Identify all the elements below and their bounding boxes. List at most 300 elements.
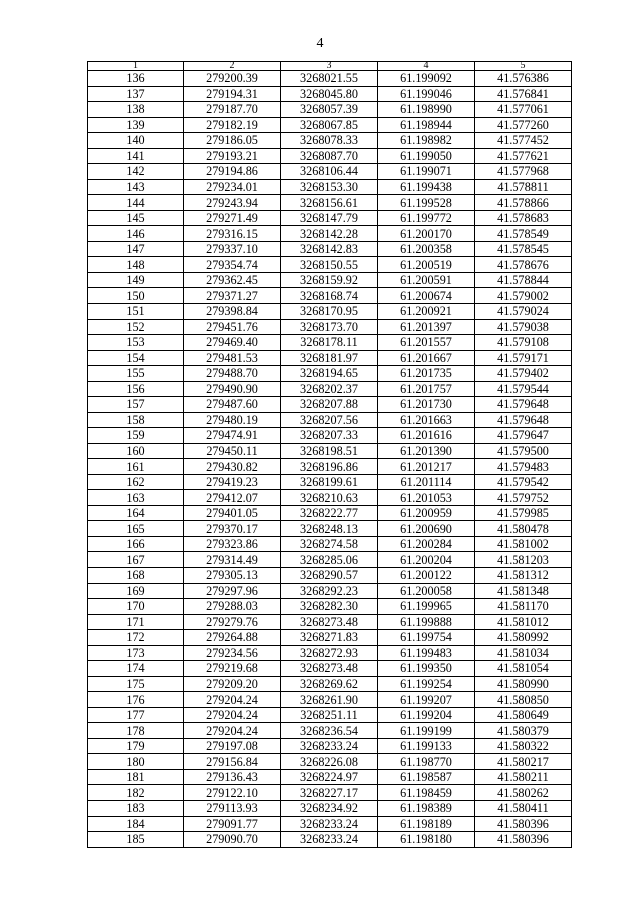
table-row	[88, 832, 572, 848]
latitude-cell: 41.579171	[475, 350, 572, 366]
table-row	[88, 676, 572, 692]
table-row	[88, 71, 572, 87]
x-coordinate-cell: 279430.82	[184, 459, 281, 475]
point-number-cell: 175	[88, 676, 184, 692]
point-number-cell: 185	[88, 832, 184, 848]
x-coordinate-cell: 279234.01	[184, 179, 281, 195]
longitude-cell: 61.199071	[378, 164, 475, 180]
longitude-cell: 61.201217	[378, 459, 475, 475]
point-number-cell: 137	[88, 86, 184, 102]
column-header-4: 4	[378, 62, 475, 71]
longitude-cell: 61.198587	[378, 769, 475, 785]
longitude-cell: 61.198189	[378, 816, 475, 832]
point-number-cell: 181	[88, 769, 184, 785]
longitude-cell: 61.199438	[378, 179, 475, 195]
point-number-cell: 136	[88, 71, 184, 87]
longitude-cell: 61.201053	[378, 490, 475, 506]
x-coordinate-cell: 279182.19	[184, 117, 281, 133]
point-number-cell: 160	[88, 443, 184, 459]
point-number-cell: 154	[88, 350, 184, 366]
y-coordinate-cell: 3268198.51	[281, 443, 378, 459]
latitude-cell: 41.577968	[475, 164, 572, 180]
longitude-cell: 61.199772	[378, 210, 475, 226]
point-number-cell: 159	[88, 428, 184, 444]
point-number-cell: 139	[88, 117, 184, 133]
point-number-cell: 153	[88, 335, 184, 351]
y-coordinate-cell: 3268156.61	[281, 195, 378, 211]
longitude-cell: 61.198459	[378, 785, 475, 801]
latitude-cell: 41.580396	[475, 816, 572, 832]
y-coordinate-cell: 3268194.65	[281, 366, 378, 382]
y-coordinate-cell: 3268273.48	[281, 614, 378, 630]
latitude-cell: 41.580262	[475, 785, 572, 801]
y-coordinate-cell: 3268021.55	[281, 71, 378, 87]
x-coordinate-cell: 279271.49	[184, 210, 281, 226]
x-coordinate-cell: 279204.24	[184, 692, 281, 708]
latitude-cell: 41.579985	[475, 505, 572, 521]
x-coordinate-cell: 279401.05	[184, 505, 281, 521]
table-row	[88, 599, 572, 615]
y-coordinate-cell: 3268067.85	[281, 117, 378, 133]
y-coordinate-cell: 3268045.80	[281, 86, 378, 102]
x-coordinate-cell: 279219.68	[184, 661, 281, 677]
longitude-cell: 61.201390	[378, 443, 475, 459]
table-row	[88, 148, 572, 164]
point-number-cell: 182	[88, 785, 184, 801]
y-coordinate-cell: 3268168.74	[281, 288, 378, 304]
y-coordinate-cell: 3268261.90	[281, 692, 378, 708]
longitude-cell: 61.200358	[378, 241, 475, 257]
column-header-1: 1	[88, 62, 184, 71]
latitude-cell: 41.578866	[475, 195, 572, 211]
y-coordinate-cell: 3268199.61	[281, 474, 378, 490]
longitude-cell: 61.199528	[378, 195, 475, 211]
y-coordinate-cell: 3268233.24	[281, 832, 378, 848]
latitude-cell: 41.581348	[475, 583, 572, 599]
longitude-cell: 61.199350	[378, 661, 475, 677]
longitude-cell: 61.200204	[378, 552, 475, 568]
x-coordinate-cell: 279243.94	[184, 195, 281, 211]
longitude-cell: 61.198770	[378, 754, 475, 770]
point-number-cell: 172	[88, 630, 184, 646]
longitude-cell: 61.200674	[378, 288, 475, 304]
x-coordinate-cell: 279090.70	[184, 832, 281, 848]
longitude-cell: 61.201616	[378, 428, 475, 444]
x-coordinate-cell: 279490.90	[184, 381, 281, 397]
y-coordinate-cell: 3268153.30	[281, 179, 378, 195]
point-number-cell: 142	[88, 164, 184, 180]
longitude-cell: 61.199254	[378, 676, 475, 692]
table-row	[88, 366, 572, 382]
y-coordinate-cell: 3268233.24	[281, 738, 378, 754]
y-coordinate-cell: 3268142.28	[281, 226, 378, 242]
x-coordinate-cell: 279200.39	[184, 71, 281, 87]
x-coordinate-cell: 279487.60	[184, 397, 281, 413]
table-row	[88, 474, 572, 490]
y-coordinate-cell: 3268207.56	[281, 412, 378, 428]
y-coordinate-cell: 3268248.13	[281, 521, 378, 537]
longitude-cell: 61.201667	[378, 350, 475, 366]
latitude-cell: 41.580396	[475, 832, 572, 848]
y-coordinate-cell: 3268181.97	[281, 350, 378, 366]
longitude-cell: 61.198389	[378, 800, 475, 816]
x-coordinate-cell: 279234.56	[184, 645, 281, 661]
x-coordinate-cell: 279186.05	[184, 133, 281, 149]
latitude-cell: 41.579024	[475, 303, 572, 319]
latitude-cell: 41.579402	[475, 366, 572, 382]
table-row	[88, 692, 572, 708]
latitude-cell: 41.581012	[475, 614, 572, 630]
table-row	[88, 381, 572, 397]
point-number-cell: 157	[88, 397, 184, 413]
table-row	[88, 86, 572, 102]
latitude-cell: 41.581170	[475, 599, 572, 615]
y-coordinate-cell: 3268234.92	[281, 800, 378, 816]
longitude-cell: 61.199133	[378, 738, 475, 754]
latitude-cell: 41.581054	[475, 661, 572, 677]
y-coordinate-cell: 3268285.06	[281, 552, 378, 568]
x-coordinate-cell: 279193.21	[184, 148, 281, 164]
x-coordinate-cell: 279419.23	[184, 474, 281, 490]
point-number-cell: 162	[88, 474, 184, 490]
y-coordinate-cell: 3268159.92	[281, 272, 378, 288]
longitude-cell: 61.199754	[378, 630, 475, 646]
longitude-cell: 61.200284	[378, 536, 475, 552]
point-number-cell: 171	[88, 614, 184, 630]
table-row	[88, 179, 572, 195]
page-number: 4	[316, 36, 324, 51]
latitude-cell: 41.580850	[475, 692, 572, 708]
y-coordinate-cell: 3268227.17	[281, 785, 378, 801]
y-coordinate-cell: 3268292.23	[281, 583, 378, 599]
table-row	[88, 428, 572, 444]
longitude-cell: 61.198990	[378, 102, 475, 118]
longitude-cell: 61.201735	[378, 366, 475, 382]
x-coordinate-cell: 279264.88	[184, 630, 281, 646]
longitude-cell: 61.198982	[378, 133, 475, 149]
longitude-cell: 61.199046	[378, 86, 475, 102]
table-row	[88, 272, 572, 288]
point-number-cell: 140	[88, 133, 184, 149]
x-coordinate-cell: 279288.03	[184, 599, 281, 615]
table-row	[88, 630, 572, 646]
latitude-cell: 41.580649	[475, 707, 572, 723]
table-row	[88, 800, 572, 816]
x-coordinate-cell: 279474.91	[184, 428, 281, 444]
point-number-cell: 176	[88, 692, 184, 708]
point-number-cell: 183	[88, 800, 184, 816]
longitude-cell: 61.198180	[378, 832, 475, 848]
point-number-cell: 169	[88, 583, 184, 599]
point-number-cell: 166	[88, 536, 184, 552]
y-coordinate-cell: 3268207.88	[281, 397, 378, 413]
point-number-cell: 178	[88, 723, 184, 739]
x-coordinate-cell: 279314.49	[184, 552, 281, 568]
longitude-cell: 61.201663	[378, 412, 475, 428]
longitude-cell: 61.199199	[378, 723, 475, 739]
x-coordinate-cell: 279316.15	[184, 226, 281, 242]
table-row	[88, 583, 572, 599]
longitude-cell: 61.200058	[378, 583, 475, 599]
longitude-cell: 61.200690	[378, 521, 475, 537]
point-number-cell: 141	[88, 148, 184, 164]
latitude-cell: 41.579544	[475, 381, 572, 397]
column-header-5: 5	[475, 62, 572, 71]
point-number-cell: 173	[88, 645, 184, 661]
latitude-cell: 41.579483	[475, 459, 572, 475]
x-coordinate-cell: 279370.17	[184, 521, 281, 537]
y-coordinate-cell: 3268282.30	[281, 599, 378, 615]
point-number-cell: 164	[88, 505, 184, 521]
latitude-cell: 41.580992	[475, 630, 572, 646]
point-number-cell: 148	[88, 257, 184, 273]
x-coordinate-cell: 279450.11	[184, 443, 281, 459]
table-row	[88, 288, 572, 304]
latitude-cell: 41.577061	[475, 102, 572, 118]
table-row	[88, 350, 572, 366]
point-number-cell: 150	[88, 288, 184, 304]
point-number-cell: 152	[88, 319, 184, 335]
y-coordinate-cell: 3268207.33	[281, 428, 378, 444]
y-coordinate-cell: 3268224.97	[281, 769, 378, 785]
longitude-cell: 61.200122	[378, 568, 475, 584]
x-coordinate-cell: 279156.84	[184, 754, 281, 770]
table-row	[88, 536, 572, 552]
longitude-cell: 61.200921	[378, 303, 475, 319]
longitude-cell: 61.199965	[378, 599, 475, 615]
x-coordinate-cell: 279204.24	[184, 707, 281, 723]
point-number-cell: 179	[88, 738, 184, 754]
longitude-cell: 61.200519	[378, 257, 475, 273]
latitude-cell: 41.579648	[475, 397, 572, 413]
latitude-cell: 41.579752	[475, 490, 572, 506]
y-coordinate-cell: 3268196.86	[281, 459, 378, 475]
x-coordinate-cell: 279451.76	[184, 319, 281, 335]
x-coordinate-cell: 279323.86	[184, 536, 281, 552]
point-number-cell: 155	[88, 366, 184, 382]
latitude-cell: 41.576841	[475, 86, 572, 102]
y-coordinate-cell: 3268142.83	[281, 241, 378, 257]
point-number-cell: 184	[88, 816, 184, 832]
table-row	[88, 738, 572, 754]
y-coordinate-cell: 3268106.44	[281, 164, 378, 180]
table-row	[88, 303, 572, 319]
longitude-cell: 61.199092	[378, 71, 475, 87]
latitude-cell: 41.578545	[475, 241, 572, 257]
y-coordinate-cell: 3268271.83	[281, 630, 378, 646]
point-number-cell: 161	[88, 459, 184, 475]
table-row	[88, 490, 572, 506]
y-coordinate-cell: 3268269.62	[281, 676, 378, 692]
table-row	[88, 785, 572, 801]
point-number-cell: 147	[88, 241, 184, 257]
latitude-cell: 41.577452	[475, 133, 572, 149]
latitude-cell: 41.580478	[475, 521, 572, 537]
longitude-cell: 61.200170	[378, 226, 475, 242]
longitude-cell: 61.200959	[378, 505, 475, 521]
x-coordinate-cell: 279480.19	[184, 412, 281, 428]
y-coordinate-cell: 3268170.95	[281, 303, 378, 319]
y-coordinate-cell: 3268057.39	[281, 102, 378, 118]
y-coordinate-cell: 3268173.70	[281, 319, 378, 335]
point-number-cell: 146	[88, 226, 184, 242]
table-row	[88, 754, 572, 770]
x-coordinate-cell: 279194.86	[184, 164, 281, 180]
point-number-cell: 145	[88, 210, 184, 226]
longitude-cell: 61.199483	[378, 645, 475, 661]
table-row	[88, 443, 572, 459]
longitude-cell: 61.201557	[378, 335, 475, 351]
table-row	[88, 226, 572, 242]
latitude-cell: 41.581034	[475, 645, 572, 661]
table-header-row	[88, 62, 572, 71]
y-coordinate-cell: 3268078.33	[281, 133, 378, 149]
table-row	[88, 521, 572, 537]
latitude-cell: 41.580217	[475, 754, 572, 770]
longitude-cell: 61.199207	[378, 692, 475, 708]
latitude-cell: 41.579108	[475, 335, 572, 351]
x-coordinate-cell: 279337.10	[184, 241, 281, 257]
table-row	[88, 335, 572, 351]
latitude-cell: 41.581203	[475, 552, 572, 568]
y-coordinate-cell: 3268233.24	[281, 816, 378, 832]
latitude-cell: 41.581312	[475, 568, 572, 584]
latitude-cell: 41.578549	[475, 226, 572, 242]
latitude-cell: 41.580379	[475, 723, 572, 739]
table-row	[88, 505, 572, 521]
y-coordinate-cell: 3268210.63	[281, 490, 378, 506]
point-number-cell: 180	[88, 754, 184, 770]
point-number-cell: 144	[88, 195, 184, 211]
table-row	[88, 241, 572, 257]
x-coordinate-cell: 279469.40	[184, 335, 281, 351]
y-coordinate-cell: 3268274.58	[281, 536, 378, 552]
point-number-cell: 177	[88, 707, 184, 723]
table-row	[88, 164, 572, 180]
x-coordinate-cell: 279398.84	[184, 303, 281, 319]
x-coordinate-cell: 279194.31	[184, 86, 281, 102]
table-row	[88, 568, 572, 584]
table-body	[88, 71, 572, 848]
table-row	[88, 723, 572, 739]
latitude-cell: 41.578811	[475, 179, 572, 195]
longitude-cell: 61.199204	[378, 707, 475, 723]
longitude-cell: 61.199050	[378, 148, 475, 164]
y-coordinate-cell: 3268236.54	[281, 723, 378, 739]
coordinates-table	[87, 61, 572, 848]
table-row	[88, 614, 572, 630]
point-number-cell: 165	[88, 521, 184, 537]
table-row	[88, 117, 572, 133]
table-row	[88, 769, 572, 785]
table-row	[88, 459, 572, 475]
x-coordinate-cell: 279197.08	[184, 738, 281, 754]
longitude-cell: 61.199888	[378, 614, 475, 630]
x-coordinate-cell: 279204.24	[184, 723, 281, 739]
column-header-3: 3	[281, 62, 378, 71]
x-coordinate-cell: 279113.93	[184, 800, 281, 816]
latitude-cell: 41.579038	[475, 319, 572, 335]
y-coordinate-cell: 3268222.77	[281, 505, 378, 521]
longitude-cell: 61.201114	[378, 474, 475, 490]
table-row	[88, 552, 572, 568]
y-coordinate-cell: 3268150.55	[281, 257, 378, 273]
x-coordinate-cell: 279279.76	[184, 614, 281, 630]
x-coordinate-cell: 279412.07	[184, 490, 281, 506]
y-coordinate-cell: 3268272.93	[281, 645, 378, 661]
y-coordinate-cell: 3268202.37	[281, 381, 378, 397]
latitude-cell: 41.579002	[475, 288, 572, 304]
x-coordinate-cell: 279091.77	[184, 816, 281, 832]
table-row	[88, 661, 572, 677]
table-row	[88, 195, 572, 211]
latitude-cell: 41.579647	[475, 428, 572, 444]
x-coordinate-cell: 279371.27	[184, 288, 281, 304]
latitude-cell: 41.579542	[475, 474, 572, 490]
latitude-cell: 41.578676	[475, 257, 572, 273]
table-row	[88, 133, 572, 149]
x-coordinate-cell: 279122.10	[184, 785, 281, 801]
point-number-cell: 138	[88, 102, 184, 118]
point-number-cell: 149	[88, 272, 184, 288]
point-number-cell: 158	[88, 412, 184, 428]
latitude-cell: 41.578844	[475, 272, 572, 288]
x-coordinate-cell: 279136.43	[184, 769, 281, 785]
latitude-cell: 41.577621	[475, 148, 572, 164]
x-coordinate-cell: 279354.74	[184, 257, 281, 273]
x-coordinate-cell: 279362.45	[184, 272, 281, 288]
y-coordinate-cell: 3268273.48	[281, 661, 378, 677]
longitude-cell: 61.201730	[378, 397, 475, 413]
longitude-cell: 61.198944	[378, 117, 475, 133]
x-coordinate-cell: 279187.70	[184, 102, 281, 118]
table-row	[88, 257, 572, 273]
latitude-cell: 41.580990	[475, 676, 572, 692]
point-number-cell: 170	[88, 599, 184, 615]
x-coordinate-cell: 279481.53	[184, 350, 281, 366]
latitude-cell: 41.580411	[475, 800, 572, 816]
point-number-cell: 174	[88, 661, 184, 677]
point-number-cell: 168	[88, 568, 184, 584]
table-row	[88, 102, 572, 118]
latitude-cell: 41.577260	[475, 117, 572, 133]
latitude-cell: 41.580322	[475, 738, 572, 754]
point-number-cell: 156	[88, 381, 184, 397]
point-number-cell: 167	[88, 552, 184, 568]
table-row	[88, 816, 572, 832]
longitude-cell: 61.200591	[378, 272, 475, 288]
y-coordinate-cell: 3268147.79	[281, 210, 378, 226]
table-row	[88, 707, 572, 723]
table-row	[88, 319, 572, 335]
y-coordinate-cell: 3268226.08	[281, 754, 378, 770]
longitude-cell: 61.201757	[378, 381, 475, 397]
column-header-2: 2	[184, 62, 281, 71]
latitude-cell: 41.580211	[475, 769, 572, 785]
y-coordinate-cell: 3268178.11	[281, 335, 378, 351]
point-number-cell: 163	[88, 490, 184, 506]
latitude-cell: 41.576386	[475, 71, 572, 87]
table-row	[88, 210, 572, 226]
latitude-cell: 41.579500	[475, 443, 572, 459]
x-coordinate-cell: 279305.13	[184, 568, 281, 584]
point-number-cell: 143	[88, 179, 184, 195]
latitude-cell: 41.578683	[475, 210, 572, 226]
table-row	[88, 397, 572, 413]
x-coordinate-cell: 279488.70	[184, 366, 281, 382]
table-row	[88, 412, 572, 428]
point-number-cell: 151	[88, 303, 184, 319]
